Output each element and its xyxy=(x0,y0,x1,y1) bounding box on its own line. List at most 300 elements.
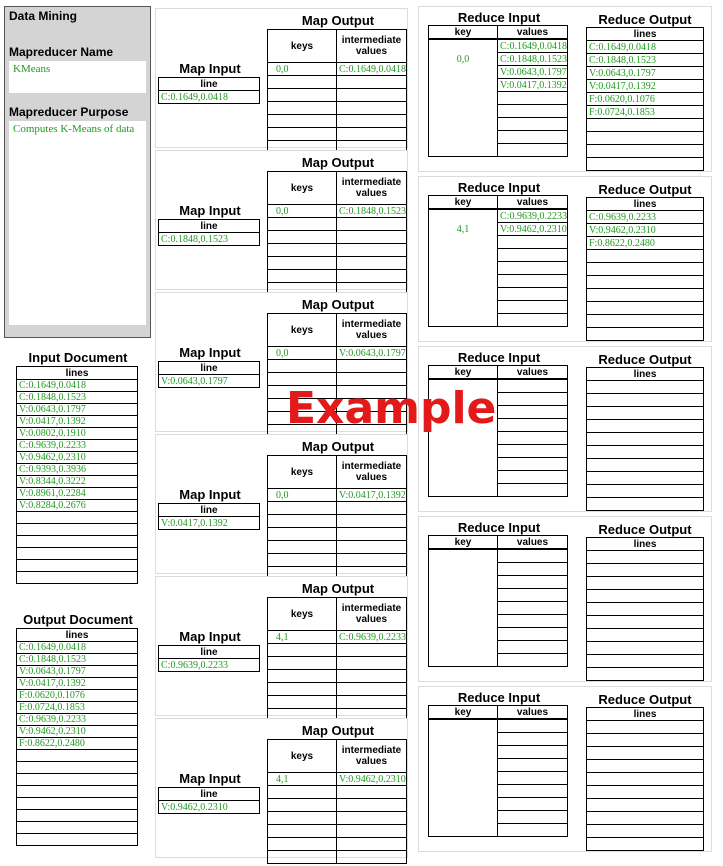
table-row xyxy=(587,472,704,485)
value-cell xyxy=(337,838,407,851)
line-header: line xyxy=(159,78,260,91)
table-row xyxy=(587,812,704,825)
value-cell xyxy=(498,798,568,811)
line-cell: C:0.1848,0.1523 xyxy=(159,233,260,246)
table-row xyxy=(587,721,704,734)
map-input-title: Map Input xyxy=(179,345,241,360)
table-row xyxy=(587,302,704,315)
table-row xyxy=(587,642,704,655)
line-cell: F:0.8622,0.2480 xyxy=(587,237,704,250)
map-output-title: Map Output xyxy=(301,439,375,454)
table-header-row xyxy=(159,220,260,233)
line-cell: V:0.0802,0.1910 xyxy=(17,428,138,440)
table-row xyxy=(587,289,704,302)
lines-header: lines xyxy=(587,368,704,381)
table-header-row xyxy=(429,536,568,550)
example-watermark: Example xyxy=(286,383,497,434)
table-header-row xyxy=(268,314,407,347)
table-row xyxy=(268,528,407,541)
key-cell xyxy=(268,128,337,141)
key-cell xyxy=(268,799,337,812)
line-cell: V:0.0643,0.1797 xyxy=(587,67,704,80)
line-cell xyxy=(587,381,704,394)
key-cell xyxy=(268,515,337,528)
value-cell xyxy=(337,657,407,670)
key-cell xyxy=(268,838,337,851)
line-cell xyxy=(587,302,704,315)
table-row xyxy=(159,233,260,246)
map-input-table xyxy=(158,787,260,814)
table-row xyxy=(587,760,704,773)
value-cell xyxy=(498,262,568,275)
intermediate-values-header: intermediate values xyxy=(337,456,407,489)
table-row xyxy=(587,394,704,407)
value-cell: C:0.1848,0.1523 xyxy=(498,53,568,66)
table-row xyxy=(268,554,407,567)
table-row xyxy=(587,603,704,616)
map-input-title: Map Input xyxy=(179,771,241,786)
table-header-row xyxy=(268,740,407,773)
mapreducer-name-value: KMeans xyxy=(9,61,146,93)
line-cell xyxy=(17,834,138,846)
key-cell xyxy=(268,76,337,89)
table-row xyxy=(587,276,704,289)
table-row xyxy=(17,548,138,560)
map-output-table xyxy=(267,597,407,722)
line-cell xyxy=(587,132,704,145)
key-cell xyxy=(268,812,337,825)
mapreducer-purpose-label: Mapreducer Purpose xyxy=(9,105,129,119)
reduce-block xyxy=(418,6,712,172)
table-row xyxy=(268,244,407,257)
table-row xyxy=(17,512,138,524)
table-header-row xyxy=(429,706,568,720)
line-header: line xyxy=(159,362,260,375)
value-cell xyxy=(498,131,568,144)
value-cell xyxy=(498,549,568,563)
map-block xyxy=(155,718,408,858)
table-row xyxy=(587,825,704,838)
table-row xyxy=(587,80,704,93)
table-header-row xyxy=(17,367,138,380)
reduce-output-title: Reduce Output xyxy=(598,12,692,27)
line-cell xyxy=(587,655,704,668)
value-cell xyxy=(498,288,568,301)
value-cell xyxy=(498,236,568,249)
table-row xyxy=(587,93,704,106)
value-cell: C:0.9639,0.2233 xyxy=(337,631,407,644)
line-header: line xyxy=(159,220,260,233)
line-cell xyxy=(17,786,138,798)
value-cell: V:0.9462,0.2310 xyxy=(337,773,407,786)
table-row xyxy=(159,659,260,672)
table-row xyxy=(268,683,407,696)
table-header-row xyxy=(587,368,704,381)
map-output-title: Map Output xyxy=(301,581,375,596)
table-row xyxy=(17,798,138,810)
table-row xyxy=(17,750,138,762)
value-cell xyxy=(337,102,407,115)
table-row xyxy=(587,224,704,237)
table-row xyxy=(587,590,704,603)
line-cell: C:0.1848,0.1523 xyxy=(587,54,704,67)
table-row xyxy=(587,786,704,799)
table-row xyxy=(17,416,138,428)
table-row xyxy=(587,577,704,590)
table-row xyxy=(587,145,704,158)
key-cell xyxy=(268,89,337,102)
table-row xyxy=(587,668,704,681)
value-cell xyxy=(498,733,568,746)
key-cell xyxy=(268,554,337,567)
table-row xyxy=(268,360,407,373)
value-cell xyxy=(498,772,568,785)
value-cell xyxy=(337,231,407,244)
value-cell xyxy=(337,644,407,657)
value-cell xyxy=(337,786,407,799)
value-cell xyxy=(337,541,407,554)
value-cell xyxy=(498,746,568,759)
keys-header: keys xyxy=(268,456,337,489)
reduce-output-table xyxy=(586,367,704,511)
reduce-input-table xyxy=(428,195,568,327)
value-cell: C:0.1848,0.1523 xyxy=(337,205,407,218)
table-row xyxy=(268,102,407,115)
reduce-output-title: Reduce Output xyxy=(598,692,692,707)
value-cell xyxy=(498,576,568,589)
value-cell xyxy=(337,515,407,528)
line-cell xyxy=(587,551,704,564)
key-cell xyxy=(429,549,498,667)
line-cell: V:0.0643,0.1797 xyxy=(159,375,260,388)
value-cell xyxy=(498,118,568,131)
key-cell: 0,0 xyxy=(268,489,337,502)
line-cell xyxy=(17,536,138,548)
table-row xyxy=(17,822,138,834)
line-cell: F:0.0620,0.1076 xyxy=(587,93,704,106)
line-cell: V:0.9462,0.2310 xyxy=(17,726,138,738)
table-header-row xyxy=(587,28,704,41)
map-output-title: Map Output xyxy=(301,297,375,312)
value-cell xyxy=(498,144,568,157)
table-row xyxy=(587,799,704,812)
line-cell xyxy=(587,603,704,616)
line-cell xyxy=(587,158,704,171)
table-row xyxy=(17,702,138,714)
table-row xyxy=(17,404,138,416)
table-header-row xyxy=(159,504,260,517)
value-cell: V:0.0643,0.1797 xyxy=(337,347,407,360)
line-header: line xyxy=(159,504,260,517)
lines-header: lines xyxy=(587,708,704,721)
line-cell: V:0.0417,0.1392 xyxy=(17,416,138,428)
value-cell xyxy=(337,554,407,567)
table-row xyxy=(587,237,704,250)
value-cell xyxy=(498,719,568,733)
table-header-row xyxy=(429,26,568,40)
map-output-title: Map Output xyxy=(301,155,375,170)
line-cell xyxy=(17,774,138,786)
line-cell xyxy=(587,564,704,577)
key-cell: 4,1 xyxy=(268,773,337,786)
info-sidebar xyxy=(4,6,151,338)
line-cell: V:0.8961,0.2284 xyxy=(17,488,138,500)
table-row xyxy=(587,485,704,498)
value-cell xyxy=(498,589,568,602)
line-cell xyxy=(17,548,138,560)
table-row xyxy=(587,773,704,786)
table-row xyxy=(17,738,138,750)
key-cell: 0,0 xyxy=(268,347,337,360)
table-row xyxy=(587,498,704,511)
line-cell xyxy=(587,407,704,420)
line-cell: F:0.0620,0.1076 xyxy=(17,690,138,702)
table-header-row xyxy=(429,196,568,210)
value-cell xyxy=(337,218,407,231)
table-header-row xyxy=(587,708,704,721)
map-output-title: Map Output xyxy=(301,723,375,738)
table-header-row xyxy=(159,78,260,91)
key-cell xyxy=(268,218,337,231)
reduce-input-title: Reduce Input xyxy=(457,690,541,705)
value-cell xyxy=(337,696,407,709)
input-document-table xyxy=(16,366,138,584)
line-cell: C:0.9639,0.2233 xyxy=(159,659,260,672)
intermediate-values-header: intermediate values xyxy=(337,314,407,347)
intermediate-values-header: intermediate values xyxy=(337,598,407,631)
table-row xyxy=(587,629,704,642)
reduce-output-table xyxy=(586,27,704,171)
line-cell: V:0.9462,0.2310 xyxy=(587,224,704,237)
key-cell xyxy=(268,231,337,244)
line-cell: C:0.1649,0.0418 xyxy=(17,642,138,654)
value-cell xyxy=(498,785,568,798)
line-cell xyxy=(17,512,138,524)
table-row xyxy=(587,315,704,328)
values-header: values xyxy=(498,366,568,380)
value-cell: V:0.0643,0.1797 xyxy=(498,66,568,79)
reduce-output-title: Reduce Output xyxy=(598,522,692,537)
table-row xyxy=(17,500,138,512)
key-cell: 0,0 xyxy=(268,205,337,218)
map-block xyxy=(155,150,408,290)
line-cell xyxy=(17,810,138,822)
keys-header: keys xyxy=(268,740,337,773)
table-row xyxy=(268,812,407,825)
key-cell xyxy=(268,670,337,683)
value-cell: V:0.0417,0.1392 xyxy=(337,489,407,502)
key-cell xyxy=(268,244,337,257)
line-cell xyxy=(17,524,138,536)
line-cell xyxy=(587,760,704,773)
intermediate-values-header: intermediate values xyxy=(337,172,407,205)
line-cell xyxy=(587,642,704,655)
lines-header: lines xyxy=(587,28,704,41)
map-input-table xyxy=(158,77,260,104)
line-cell xyxy=(587,446,704,459)
value-cell xyxy=(337,825,407,838)
value-cell xyxy=(498,314,568,327)
key-cell xyxy=(268,541,337,554)
line-cell xyxy=(587,420,704,433)
key-cell xyxy=(268,102,337,115)
table-row xyxy=(587,655,704,668)
reduce-block xyxy=(418,176,712,342)
table-row xyxy=(268,76,407,89)
reduce-block xyxy=(418,516,712,682)
line-cell xyxy=(17,560,138,572)
table-row xyxy=(17,642,138,654)
reduce-output-table xyxy=(586,197,704,341)
table-row xyxy=(429,39,568,53)
table-row xyxy=(587,132,704,145)
value-cell: V:0.9462,0.2310 xyxy=(498,223,568,236)
table-row xyxy=(17,380,138,392)
map-input-title: Map Input xyxy=(179,203,241,218)
table-row xyxy=(587,433,704,446)
reduce-output-table xyxy=(586,707,704,851)
table-row xyxy=(17,560,138,572)
lines-header: lines xyxy=(17,367,138,380)
table-row xyxy=(17,678,138,690)
table-row xyxy=(17,834,138,846)
table-row xyxy=(587,616,704,629)
value-cell xyxy=(498,393,568,406)
table-row xyxy=(159,517,260,530)
line-cell: C:0.1848,0.1523 xyxy=(17,392,138,404)
value-cell xyxy=(498,419,568,432)
line-cell: V:0.0643,0.1797 xyxy=(17,666,138,678)
table-row xyxy=(17,654,138,666)
table-row xyxy=(268,205,407,218)
line-cell xyxy=(587,838,704,851)
table-row xyxy=(268,541,407,554)
table-row xyxy=(17,786,138,798)
values-header: values xyxy=(498,26,568,40)
intermediate-values-header: intermediate values xyxy=(337,30,407,63)
table-row xyxy=(268,257,407,270)
reduce-input-table xyxy=(428,25,568,157)
table-row xyxy=(17,714,138,726)
table-header-row xyxy=(268,456,407,489)
value-cell xyxy=(337,502,407,515)
key-cell xyxy=(268,502,337,515)
table-row xyxy=(268,670,407,683)
line-cell xyxy=(587,394,704,407)
line-cell xyxy=(587,577,704,590)
table-row xyxy=(17,536,138,548)
table-row xyxy=(268,115,407,128)
table-row xyxy=(587,459,704,472)
value-cell xyxy=(498,471,568,484)
value-cell xyxy=(498,301,568,314)
key-cell xyxy=(268,683,337,696)
table-row xyxy=(268,270,407,283)
value-cell xyxy=(498,628,568,641)
reduce-input-title: Reduce Input xyxy=(457,10,541,25)
reduce-block xyxy=(418,686,712,852)
key-cell: 0,0 xyxy=(429,39,498,157)
lines-header: lines xyxy=(17,629,138,642)
line-cell: V:0.0417,0.1392 xyxy=(17,678,138,690)
line-cell xyxy=(587,433,704,446)
reduce-output-title: Reduce Output xyxy=(598,352,692,367)
line-cell: V:0.0417,0.1392 xyxy=(159,517,260,530)
key-cell xyxy=(268,696,337,709)
line-cell xyxy=(587,786,704,799)
line-cell xyxy=(587,799,704,812)
table-row xyxy=(587,734,704,747)
key-header: key xyxy=(429,536,498,550)
line-cell: C:0.9393,0.3936 xyxy=(17,464,138,476)
key-cell xyxy=(268,360,337,373)
table-row xyxy=(268,63,407,76)
line-cell: C:0.1649,0.0418 xyxy=(587,41,704,54)
value-cell xyxy=(498,641,568,654)
line-cell: V:0.9462,0.2310 xyxy=(159,801,260,814)
lines-header: lines xyxy=(587,198,704,211)
line-cell xyxy=(17,798,138,810)
table-row xyxy=(268,515,407,528)
value-cell xyxy=(498,759,568,772)
table-row xyxy=(268,851,407,864)
value-cell xyxy=(498,811,568,824)
map-input-table xyxy=(158,361,260,388)
line-cell xyxy=(587,328,704,341)
value-cell xyxy=(337,257,407,270)
reduce-input-title: Reduce Input xyxy=(457,520,541,535)
map-block xyxy=(155,8,408,148)
table-row xyxy=(587,407,704,420)
values-header: values xyxy=(498,706,568,720)
key-header: key xyxy=(429,196,498,210)
line-cell xyxy=(17,572,138,584)
line-cell xyxy=(587,263,704,276)
key-cell: 0,0 xyxy=(268,63,337,76)
table-row xyxy=(587,328,704,341)
key-cell xyxy=(268,657,337,670)
key-cell xyxy=(268,528,337,541)
keys-header: keys xyxy=(268,172,337,205)
table-header-row xyxy=(587,538,704,551)
table-row xyxy=(17,524,138,536)
value-cell xyxy=(498,249,568,262)
line-cell: V:0.0417,0.1392 xyxy=(587,80,704,93)
value-cell xyxy=(337,244,407,257)
table-row xyxy=(159,91,260,104)
table-row xyxy=(159,801,260,814)
line-cell xyxy=(587,825,704,838)
table-row xyxy=(587,250,704,263)
key-cell xyxy=(268,786,337,799)
line-cell xyxy=(587,485,704,498)
value-cell xyxy=(498,484,568,497)
line-cell xyxy=(587,812,704,825)
lines-header: lines xyxy=(587,538,704,551)
line-cell xyxy=(17,822,138,834)
value-cell xyxy=(498,602,568,615)
line-cell xyxy=(587,773,704,786)
map-output-table xyxy=(267,739,407,864)
value-cell: C:0.1649,0.0418 xyxy=(498,39,568,53)
line-cell: F:0.0724,0.1853 xyxy=(587,106,704,119)
table-row xyxy=(17,572,138,584)
line-cell xyxy=(587,119,704,132)
line-cell: V:0.0643,0.1797 xyxy=(17,404,138,416)
key-cell xyxy=(268,257,337,270)
key-cell: 4,1 xyxy=(268,631,337,644)
table-row xyxy=(587,211,704,224)
